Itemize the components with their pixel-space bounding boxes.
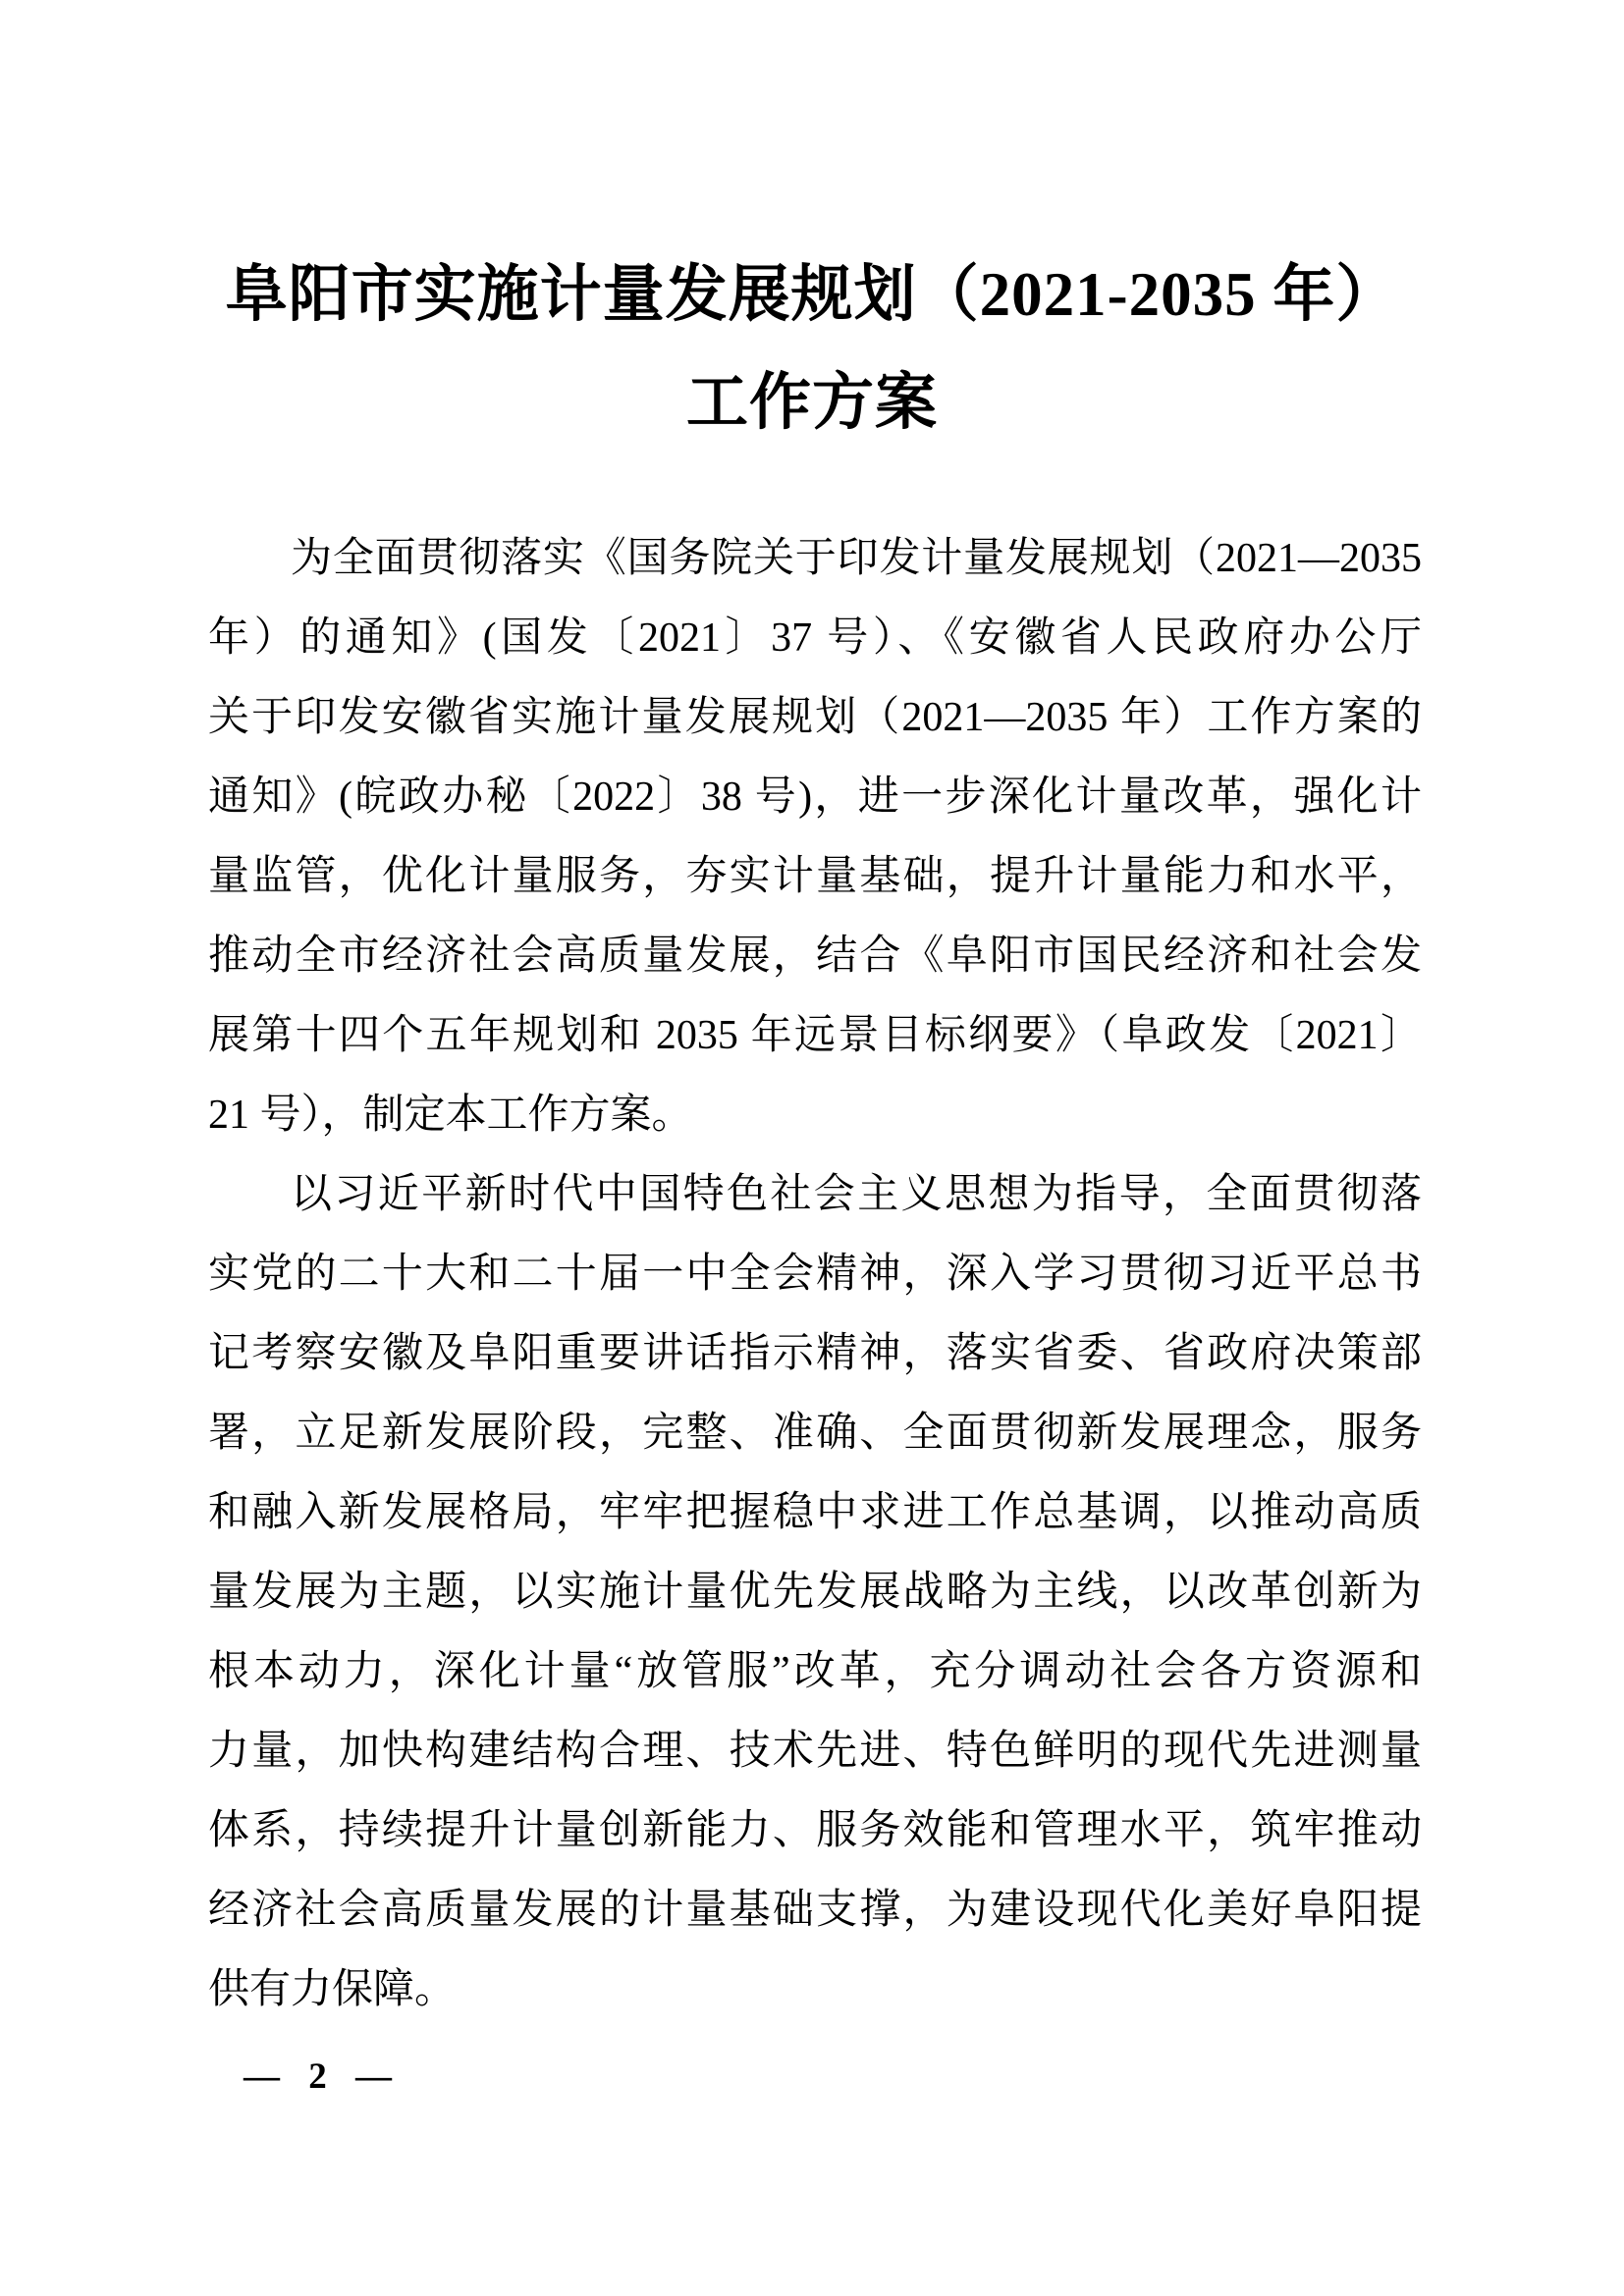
body-line: 力量，加快构建结构合理、技术先进、特色鲜明的现代先进测量 <box>208 1729 1422 1774</box>
title-line-1: 阜阳市实施计量发展规划（2021-2035 年） <box>225 260 1399 329</box>
body-line: 供有力保障。 <box>208 1967 457 2012</box>
body-line: 21 号），制定本工作方案。 <box>208 1093 693 1138</box>
body-line: 通知》(皖政办秘〔2022〕38 号)，进一步深化计量改革，强化计 <box>208 774 1422 820</box>
body-line: 署，立足新发展阶段，完整、准确、全面贯彻新发展理念，服务 <box>208 1411 1422 1456</box>
body-line: 以习近平新时代中国特色社会主义思想为指导，全面贯彻落 <box>291 1172 1422 1217</box>
body-line: 为全面贯彻落实《国务院关于印发计量发展规划（2021—2035 <box>291 536 1422 581</box>
body-line: 年）的通知》(国发〔2021〕37 号）、《安徽省人民政府办公厅 <box>208 615 1422 661</box>
body-line: 根本动力，深化计量“放管服”改革，充分调动社会各方资源和 <box>208 1649 1422 1694</box>
body-line: 经济社会高质量发展的计量基础支撑，为建设现代化美好阜阳提 <box>208 1888 1422 1933</box>
body-line: 实党的二十大和二十届一中全会精神，深入学习贯彻习近平总书 <box>208 1252 1422 1297</box>
body-line: 推动全市经济社会高质量发展，结合《阜阳市国民经济和社会发 <box>208 934 1422 979</box>
document-body <box>208 519 1422 2030</box>
body-line: 量发展为主题，以实施计量优先发展战略为主线，以改革创新为 <box>208 1570 1422 1615</box>
body-line: 展第十四个五年规划和 2035 年远景目标纲要》（阜政发〔2021〕 <box>208 1013 1422 1058</box>
body-line: 记考察安徽及阜阳重要讲话指示精神，落实省委、省政府决策部 <box>208 1331 1422 1376</box>
title-line-2: 工作方案 <box>686 368 938 437</box>
body-line: 量监管，优化计量服务，夯实计量基础，提升计量能力和水平， <box>208 854 1422 899</box>
document-title <box>0 240 1624 456</box>
page-number: — 2 — <box>244 2056 402 2097</box>
body-line: 关于印发安徽省实施计量发展规划（2021—2035 年）工作方案的 <box>208 695 1422 740</box>
body-line: 和融入新发展格局，牢牢把握稳中求进工作总基调，以推动高质 <box>208 1490 1422 1535</box>
body-line: 体系，持续提升计量创新能力、服务效能和管理水平，筑牢推动 <box>208 1808 1422 1853</box>
